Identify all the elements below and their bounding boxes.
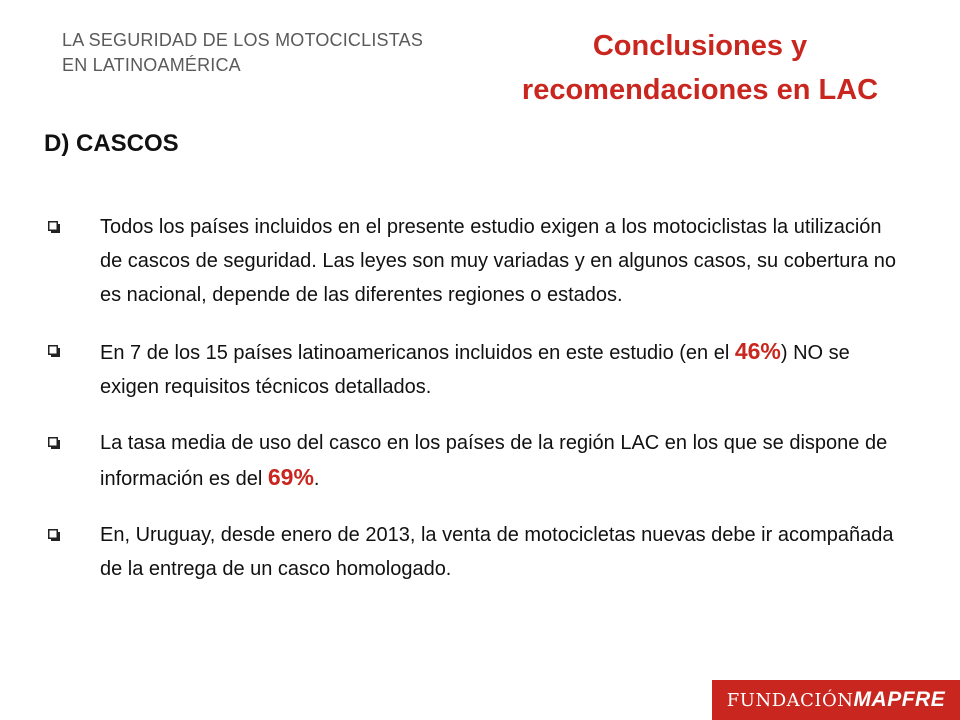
highlight-percentage: 46%: [734, 338, 781, 364]
checkbox-bullet-icon: [48, 221, 60, 233]
bullet-text: Todos los países incluidos en el presente estudio exigen a los motociclistas la utilización de cascos de seguridad. Las leyes son muy variadas y en algunos casos, su cobertura no es nacional, depende de las diferentes regiones o estados.: [100, 216, 897, 306]
highlight-percentage: 69%: [267, 464, 314, 490]
title-line-2: recomendaciones en LAC: [521, 74, 879, 106]
bullet-list: [44, 210, 906, 608]
slide-title: [480, 24, 920, 112]
bullet-text-before: En 7 de los 15 países latinoamericanos incluidos en este estudio (en el: [100, 342, 735, 364]
checkbox-bullet-icon: [48, 437, 60, 449]
bullet-text-after: ) NO se exigen requisitos técnicos detallados.: [100, 342, 850, 398]
checkbox-bullet-icon: [48, 345, 60, 357]
bullet-item: [44, 334, 906, 404]
presentation-kicker: [62, 28, 482, 78]
kicker-line-1: LA SEGURIDAD DE LOS MOTOCICLISTAS: [62, 30, 424, 50]
kicker-line-2: EN LATINOAMÉRICA: [62, 55, 241, 75]
bullet-item: [44, 426, 906, 496]
logo-text-mapfre: MAPFRE: [853, 688, 946, 711]
fundacion-mapfre-logo: [712, 680, 960, 720]
title-line-1: Conclusiones y: [592, 30, 808, 62]
bullet-item: [44, 518, 906, 586]
logo-text-fundacion: FUNDACIÓN: [726, 689, 854, 711]
bullet-text: En, Uruguay, desde enero de 2013, la venta de motocicletas nuevas debe ir acompañada de la entrega de un casco homologado.: [100, 524, 894, 580]
bullet-text-after: .: [313, 468, 320, 490]
bullet-item: [44, 210, 906, 312]
checkbox-bullet-icon: [48, 529, 60, 541]
bullet-text-before: La tasa media de uso del casco en los países de la región LAC en los que se dispone de información es del: [100, 432, 888, 490]
section-heading: D) CASCOS: [44, 130, 179, 157]
